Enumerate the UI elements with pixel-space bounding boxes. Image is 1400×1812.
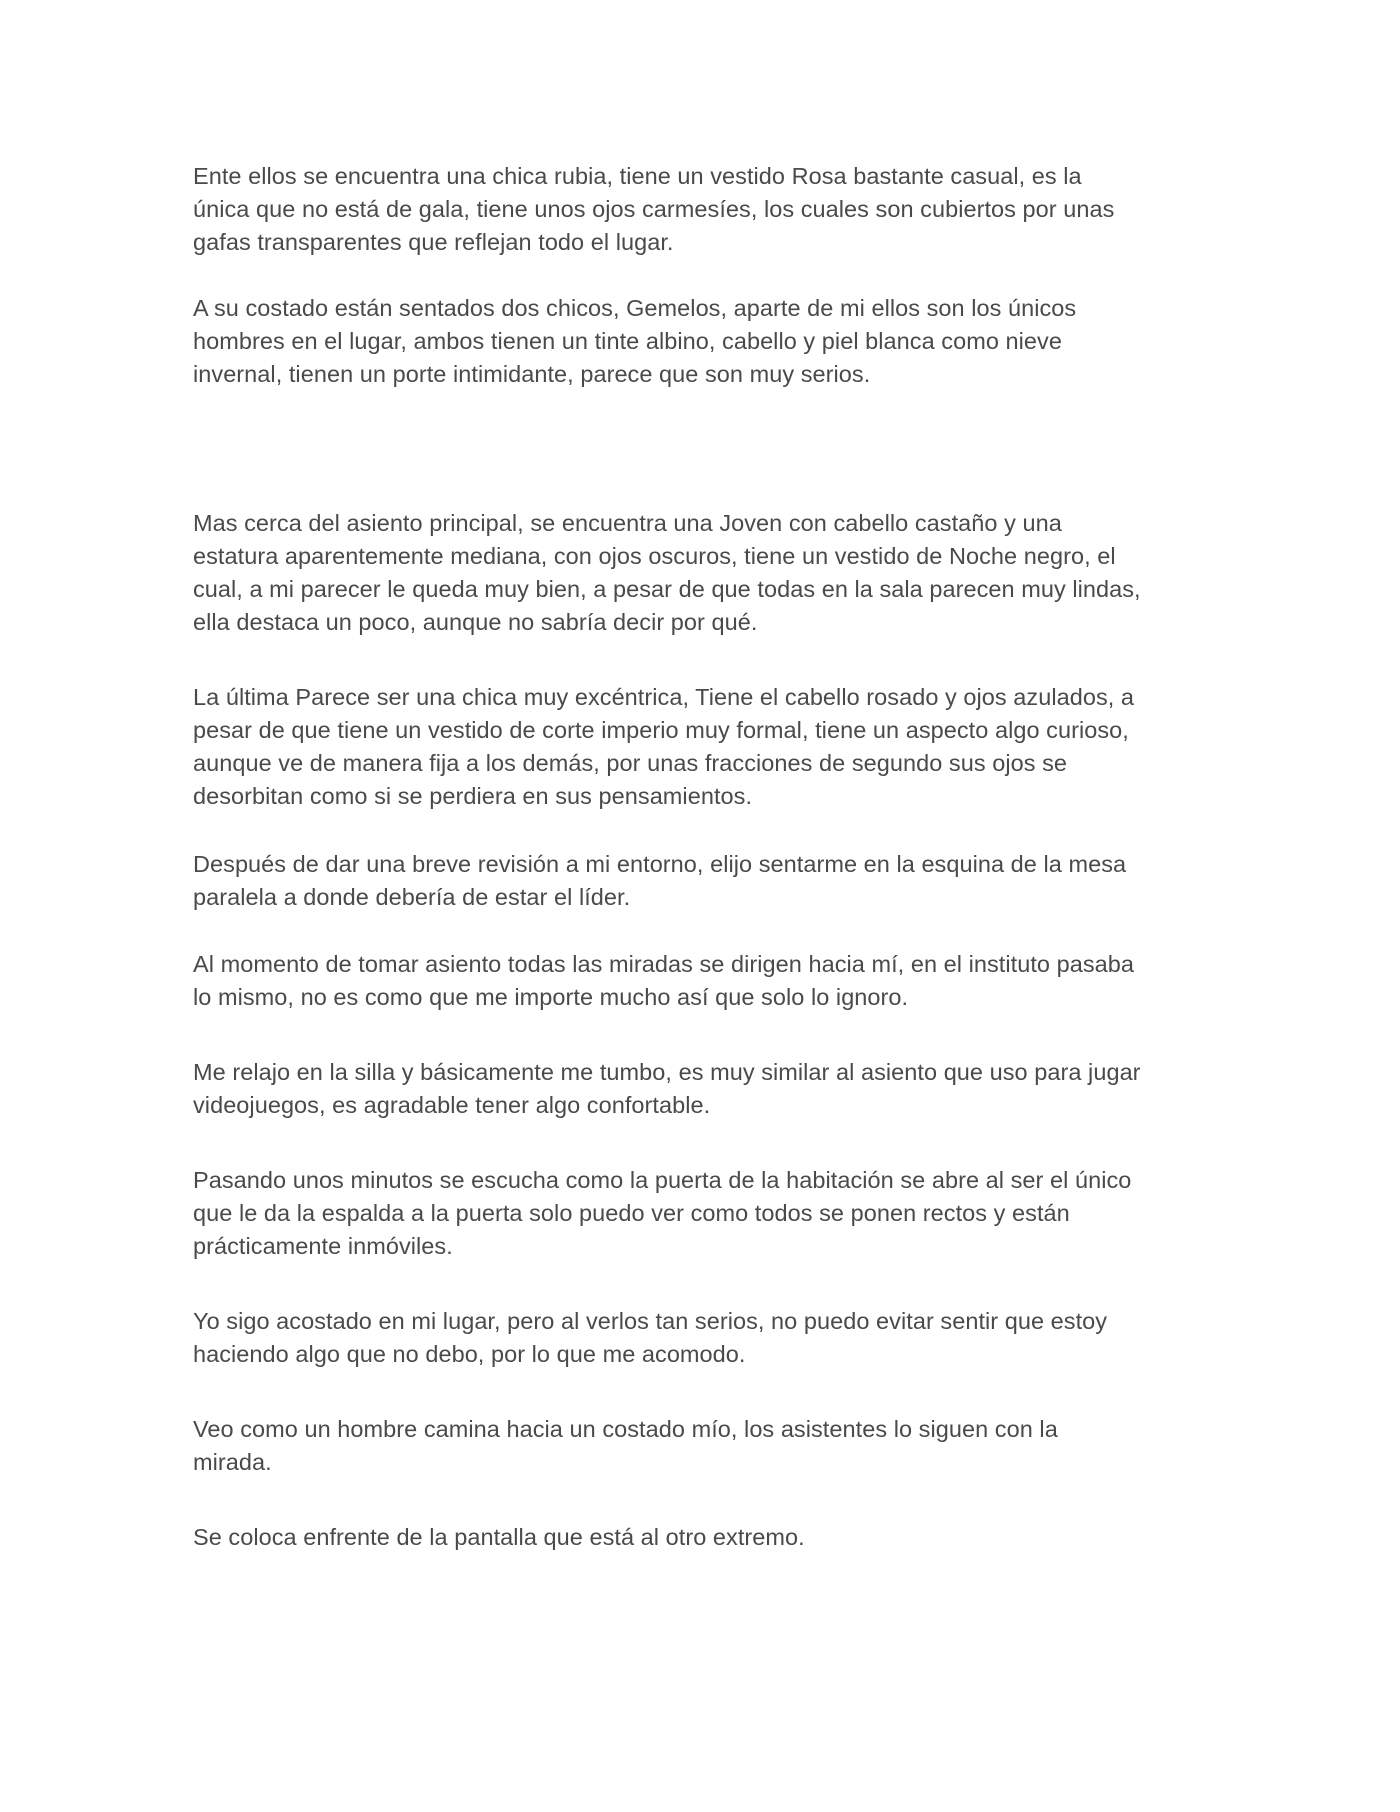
paragraph-4 xyxy=(193,681,1223,813)
paragraph-line: videojuegos, es agradable tener algo confortable. xyxy=(193,1092,711,1118)
paragraph-line: La última Parece ser una chica muy excéntrica, Tiene el cabello rosado y ojos azulados, a xyxy=(193,684,1135,710)
paragraph-line: gafas transparentes que reflejan todo el lugar. xyxy=(193,229,674,255)
paragraph-line: Después de dar una breve revisión a mi entorno, elijo sentarme en la esquina de la mesa xyxy=(193,851,1127,877)
paragraph-line: A su costado están sentados dos chicos, Gemelos, aparte de mi ellos son los únicos xyxy=(193,295,1077,321)
paragraph-line: Yo sigo acostado en mi lugar, pero al verlos tan serios, no puedo evitar sentir que estoy xyxy=(193,1308,1108,1334)
paragraph-line: aunque ve de manera fija a los demás, por unas fracciones de segundo sus ojos se xyxy=(193,750,1068,776)
paragraph-line: Pasando unos minutos se escucha como la puerta de la habitación se abre al ser el único xyxy=(193,1167,1132,1193)
paragraph-5 xyxy=(193,848,1223,914)
paragraph-line: paralela a donde debería de estar el líder. xyxy=(193,884,631,910)
paragraph-line: Veo como un hombre camina hacia un costado mío, los asistentes lo siguen con la xyxy=(193,1416,1058,1442)
paragraph-10 xyxy=(193,1413,1223,1479)
paragraph-line: prácticamente inmóviles. xyxy=(193,1233,453,1259)
paragraph-7 xyxy=(193,1056,1223,1122)
paragraph-9 xyxy=(193,1305,1223,1371)
paragraph-line: haciendo algo que no debo, por lo que me acomodo. xyxy=(193,1341,746,1367)
paragraph-line: Se coloca enfrente de la pantalla que está al otro extremo. xyxy=(193,1524,805,1550)
paragraph-line: invernal, tienen un porte intimidante, parece que son muy serios. xyxy=(193,361,871,387)
paragraph-line: hombres en el lugar, ambos tienen un tinte albino, cabello y piel blanca como nieve xyxy=(193,328,1062,354)
paragraph-line: Mas cerca del asiento principal, se encuentra una Joven con cabello castaño y una xyxy=(193,510,1062,536)
paragraph-line: lo mismo, no es como que me importe mucho así que solo lo ignoro. xyxy=(193,984,909,1010)
paragraph-11 xyxy=(193,1521,1223,1554)
paragraph-line: Ente ellos se encuentra una chica rubia, tiene un vestido Rosa bastante casual, es la xyxy=(193,163,1082,189)
paragraph-2 xyxy=(193,292,1223,391)
paragraph-line: estatura aparentemente mediana, con ojos oscuros, tiene un vestido de Noche negro, el xyxy=(193,543,1116,569)
paragraph-6 xyxy=(193,948,1223,1014)
paragraph-line: mirada. xyxy=(193,1449,272,1475)
paragraph-line: Al momento de tomar asiento todas las miradas se dirigen hacia mí, en el instituto pasaba xyxy=(193,951,1135,977)
paragraph-line: cual, a mi parecer le queda muy bien, a pesar de que todas en la sala parecen muy lindas, xyxy=(193,576,1141,602)
paragraph-line: pesar de que tiene un vestido de corte imperio muy formal, tiene un aspecto algo curioso, xyxy=(193,717,1129,743)
paragraph-3 xyxy=(193,507,1223,639)
paragraph-line: ella destaca un poco, aunque no sabría decir por qué. xyxy=(193,609,758,635)
paragraph-line: Me relajo en la silla y básicamente me tumbo, es muy similar al asiento que uso para jugar xyxy=(193,1059,1141,1085)
paragraph-line: que le da la espalda a la puerta solo puedo ver como todos se ponen rectos y están xyxy=(193,1200,1070,1226)
paragraph-1 xyxy=(193,160,1223,259)
paragraph-8 xyxy=(193,1164,1223,1263)
paragraph-line: desorbitan como si se perdiera en sus pensamientos. xyxy=(193,783,753,809)
paragraph-line: única que no está de gala, tiene unos ojos carmesíes, los cuales son cubiertos por unas xyxy=(193,196,1115,222)
